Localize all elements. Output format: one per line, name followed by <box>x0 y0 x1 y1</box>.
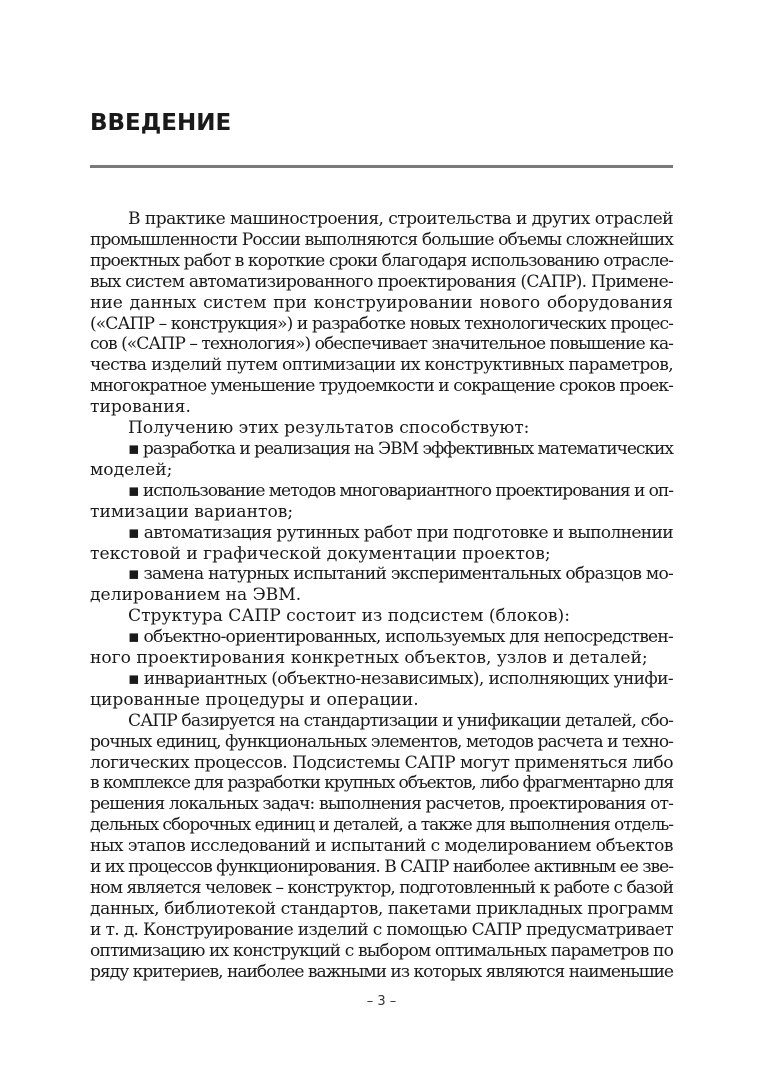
text-line: ▪ инвариантных (объектно-независимых), исполняющих унифи- <box>128 668 673 689</box>
text-line: оптимизацию их конструкций с выбором оптимальных параметров по <box>90 940 673 961</box>
text-line: рочных единиц, функциональных элементов, методов расчета и техно- <box>90 731 673 752</box>
text-line: ▪ объектно-ориентированных, используемых для непосредствен- <box>128 627 673 648</box>
text-line: ▪ разработка и реализация на ЭВМ эффективных математических <box>128 438 673 459</box>
text-line: вых систем автоматизированного проектирования (САПР). Примене- <box>90 271 673 292</box>
text-line: ряду критериев, наиболее важными из которых являются наименьшие <box>90 961 673 982</box>
page-number: – 3 – <box>366 994 397 1009</box>
text-line: многократное уменьшение трудоемкости и сокращение сроков проек- <box>90 376 673 397</box>
text-line: («САПР – конструкция») и разработке новых технологических процес- <box>90 313 673 334</box>
text-line: В практике машиностроения, строительства и других отраслей <box>128 209 673 229</box>
text-line: данных, библиотекой стандартов, пакетами прикладных программ <box>90 898 673 919</box>
text-line: ных этапов исследований и испытаний с моделированием объектов <box>90 836 673 857</box>
text-line: ▪ автоматизация рутинных работ при подготовке и выполнении <box>128 522 673 543</box>
text-line: ▪ использование методов многовариантного проектирования и оп- <box>128 480 673 501</box>
text-line: моделей; <box>90 459 173 480</box>
text-line: текстовой и графической документации проектов; <box>90 543 551 564</box>
text-line: Получению этих результатов способствуют: <box>128 418 530 439</box>
text-line: тимизации вариантов; <box>90 501 294 522</box>
body-text <box>90 209 673 983</box>
text-line: сов («САПР – технология») обеспечивает значительное повышение ка- <box>90 334 673 355</box>
text-line: цированные процедуры и операции. <box>90 689 419 710</box>
text-line: проектных работ в короткие сроки благодаря использованию отрасле- <box>90 250 673 271</box>
text-line: промышленности России выполняются большие объемы сложнейших <box>90 229 673 250</box>
text-line: ▪ замена натурных испытаний экспериментальных образцов мо- <box>128 564 673 585</box>
text-line: и их процессов функционирования. В САПР наиболее активным ее зве- <box>90 857 673 878</box>
text-line: тирования. <box>90 397 191 418</box>
text-line: ного проектирования конкретных объектов, узлов и деталей; <box>90 648 648 669</box>
text-line: чества изделий путем оптимизации их конструктивных параметров, <box>90 355 673 376</box>
text-line: ние данных систем при конструировании нового оборудования <box>90 292 673 313</box>
text-line: ном является человек – конструктор, подготовленный к работе с базой <box>90 878 673 898</box>
text-line: делированием на ЭВМ. <box>90 585 302 606</box>
title-divider <box>90 165 673 168</box>
text-line: дельных сборочных единиц и деталей, а также для выполнения отдель- <box>90 815 673 836</box>
text-line: логических процессов. Подсистемы САПР могут применяться либо <box>90 752 673 773</box>
text-line: в комплексе для разработки крупных объектов, либо фрагментарно для <box>90 773 673 794</box>
text-line: Структура САПР состоит из подсистем (блоков): <box>128 606 570 627</box>
text-line: САПР базируется на стандартизации и унификации деталей, сбо- <box>128 710 674 731</box>
text-line: решения локальных задач: выполнения расчетов, проектирования от- <box>90 794 673 815</box>
page-title: ВВЕДЕНИЕ <box>90 110 232 136</box>
text-line: и т. д. Конструирование изделий с помощью САПР предусматривает <box>90 919 673 940</box>
